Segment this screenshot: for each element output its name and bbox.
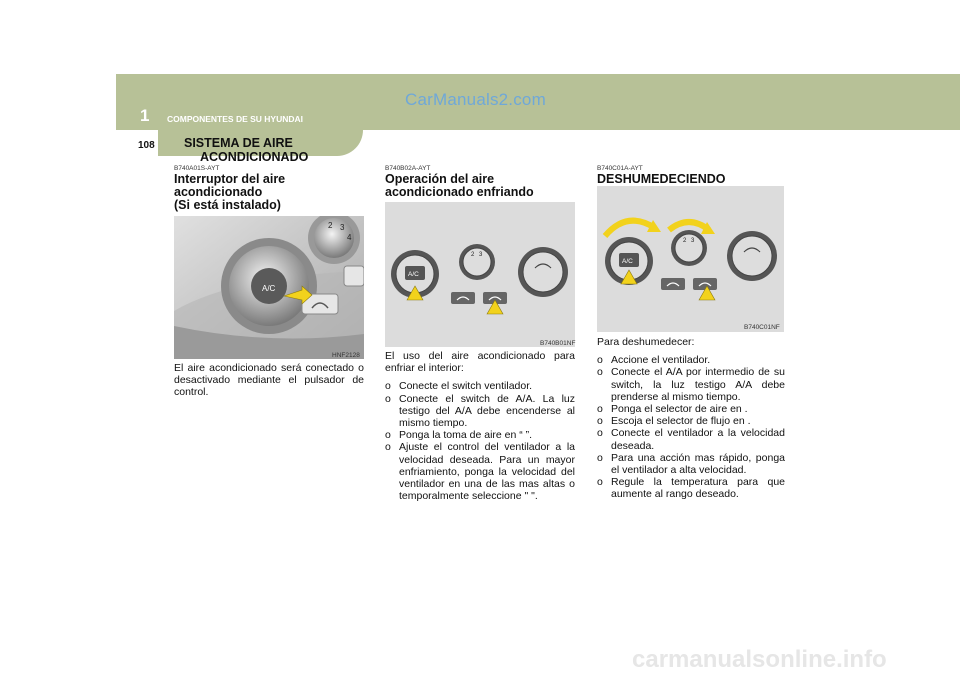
svg-text:2: 2 [328,221,333,230]
section-heading [174,173,364,212]
heading-line: DESHUMEDECIENDO [597,172,726,186]
chapter-title: COMPONENTES DE SU HYUNDAI [167,114,304,124]
svg-text:3: 3 [479,252,483,258]
rotate-arrow-icon [605,221,655,236]
svg-text:2: 2 [471,252,475,258]
svg-text:2: 2 [683,238,687,244]
climate-panel-diagram [597,186,784,332]
watermark-top[interactable]: CarManuals2.com [405,90,546,109]
list-item: o Escoja el selector de flujo en . [597,415,785,427]
cooling-panel-illustration [385,202,575,347]
section-title [184,136,364,164]
ac-label: A/C [262,284,276,293]
mode-knob [671,230,707,266]
fan-knob [391,250,439,300]
dehumidify-instructions [597,336,785,501]
rotate-arrow-icon [669,222,709,230]
svg-text:3: 3 [340,223,345,232]
section-code: B740B02A-AYT [385,165,431,172]
page-number: 108 [138,140,155,151]
climate-panel-diagram [385,202,575,347]
list-item: o Conecte el switch ventilador. [385,380,575,392]
temp-knob [518,247,568,297]
list-item: o Para una acción mas rápido, ponga el ventilador a alta velocidad. [597,452,785,476]
list-item: o Accione el ventilador. [597,354,785,366]
column-cooling [385,165,575,199]
column-dehumidify [597,165,787,186]
section-title-line2: ACONDICIONADO [200,150,309,164]
list-item: o Ajuste el control del ventilador a la velocidad deseada. Para un mayor enfriamiento, ponga la velocidad del ventilador en una de las mas altas o temporalmente seleccione " ". [385,441,575,502]
ac-label: A/C [622,258,633,265]
paragraph: Para deshumedecer: [597,336,695,348]
fan-knob [605,237,653,285]
mode-knob [459,244,495,280]
paragraph: El aire acondicionado será conectado o desactivado mediante el pulsador de control. [174,362,364,399]
image-code: B740B01NF [540,340,576,347]
ac-switch-illustration [174,216,364,359]
temp-knob [727,231,777,281]
dehumidify-panel-illustration [597,186,784,332]
fresh-air-button [661,278,685,290]
heading-line: Interruptor del aire [174,172,286,186]
recirc-air-button [693,278,717,290]
chapter-number: 1 [140,106,150,125]
cooling-instructions [385,350,575,502]
list-item: o Conecte el switch de A/A. La luz testigo del A/A debe encenderse al mismo tiempo. [385,393,575,430]
ac-switch-description [174,362,364,405]
section-heading [385,173,575,199]
section-code: B740A01S-AYT [174,165,220,172]
list-item: o Regule la temperatura para que aumente al rango deseado. [597,476,785,500]
paragraph: El uso del aire acondicionado para enfriar el interior: [385,350,575,375]
list-item: o Ponga el selector de aire en . [597,403,785,415]
ac-label: A/C [408,271,419,278]
list-item: o Conecte el A/A por intermedio de su switch, la luz testigo A/A debe prenderse al mismo tiempo. [597,366,785,403]
section-heading [597,173,787,186]
heading-line: acondicionado [174,185,263,199]
svg-text:3: 3 [691,238,695,244]
heading-line: (Si está instalado) [174,198,281,212]
ac-switch-photo [174,216,364,359]
instruction-list [385,380,575,502]
section-code: B740C01A-AYT [597,165,643,172]
list-item: o Ponga la toma de aire en “ ”. [385,429,575,441]
image-code: HNF2128 [332,352,360,359]
image-code: B740C01NF [744,324,780,331]
recirc-button [451,292,475,304]
column-ac-switch [174,165,364,212]
watermark-bottom[interactable]: carmanualsonline.info [632,646,887,673]
svg-text:4: 4 [347,233,352,242]
heading-line: acondicionado enfriando [385,185,534,199]
heading-line: Operación del aire [385,172,495,186]
list-item: o Conecte el ventilador a la velocidad deseada. [597,427,785,451]
instruction-list [597,354,785,500]
section-title-line1: SISTEMA DE AIRE [184,136,293,150]
